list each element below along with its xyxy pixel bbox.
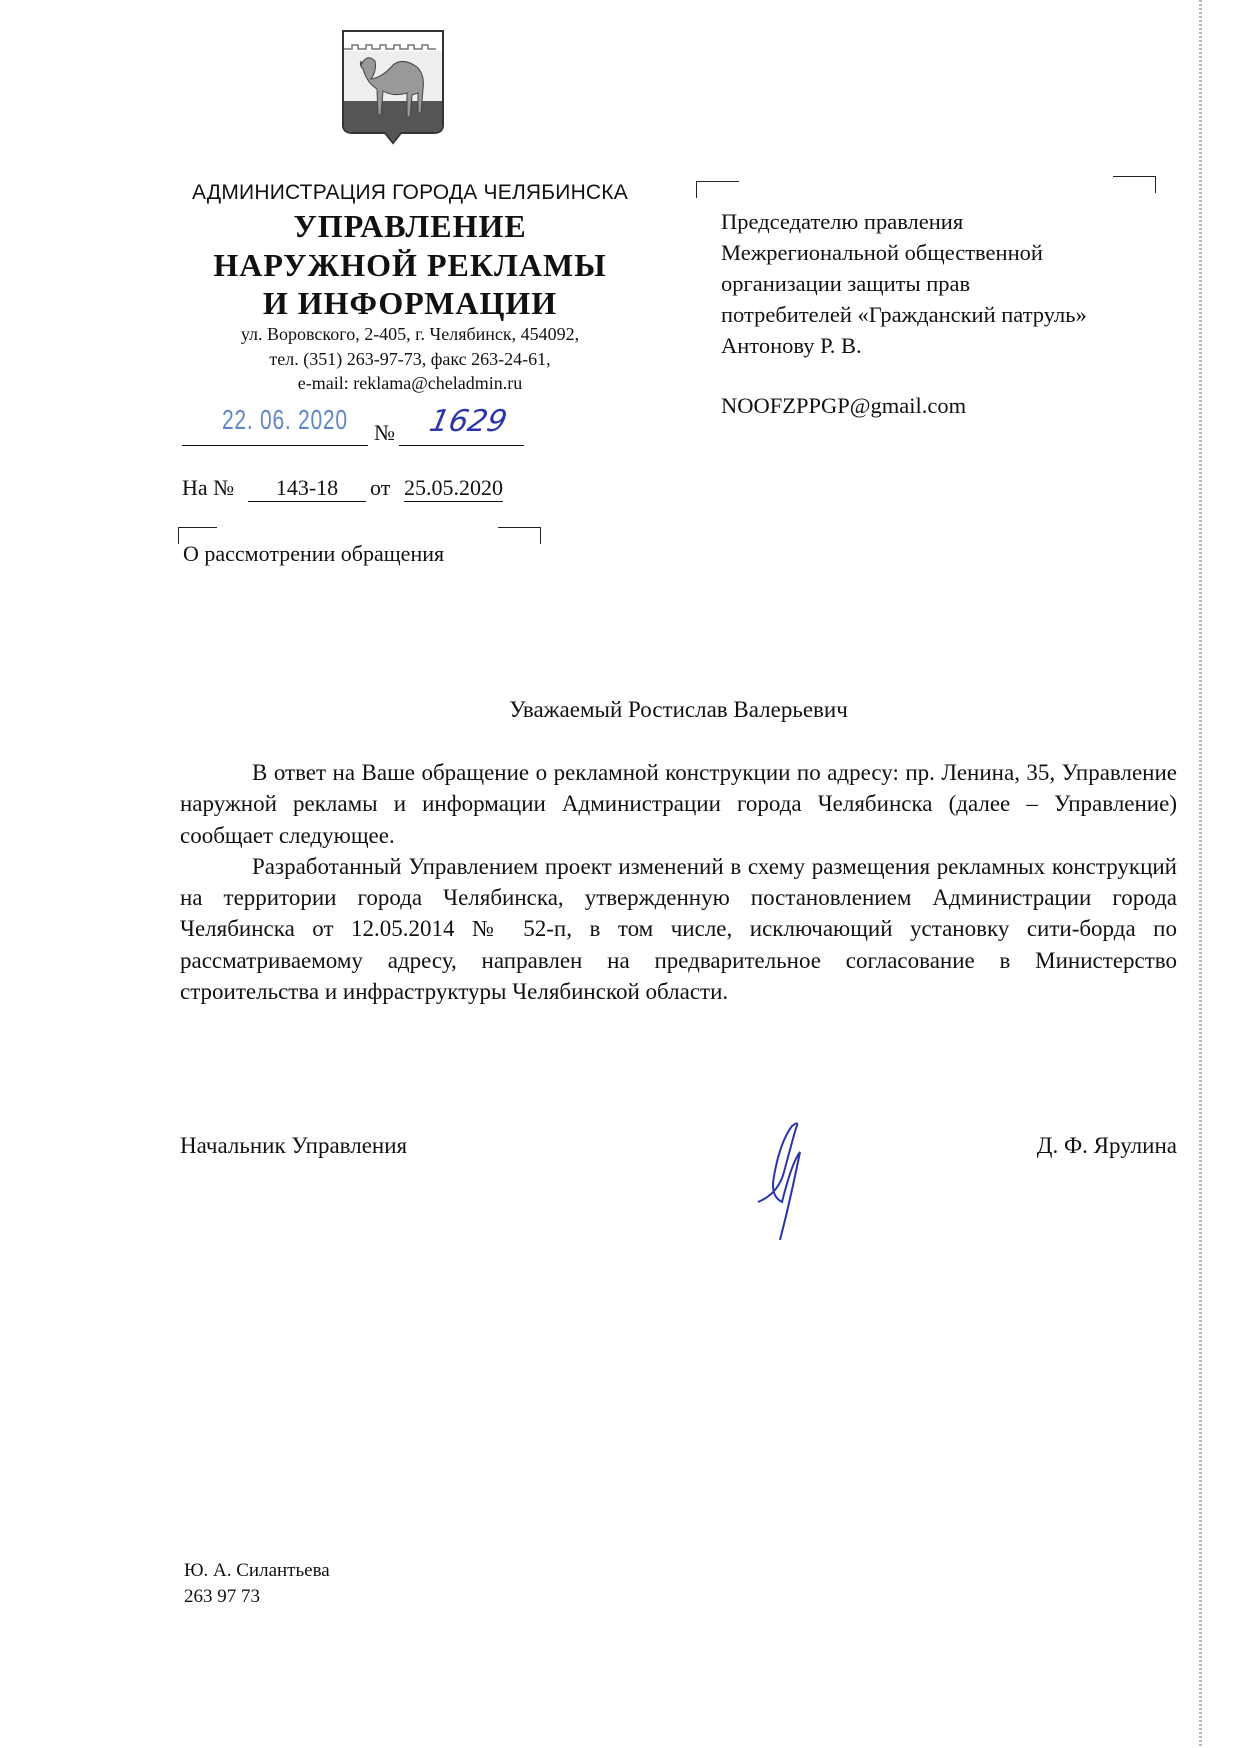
administration-title: АДМИНИСТРАЦИЯ ГОРОДА ЧЕЛЯБИНСКА (192, 181, 628, 204)
scan-edge (1199, 0, 1202, 1748)
number-label: № (374, 420, 395, 445)
addressee-bracket-left (696, 181, 739, 198)
addressee-line: Межрегиональной общественной (721, 240, 1043, 265)
reply-number: 143-18 (248, 475, 366, 502)
date-underline (182, 445, 368, 446)
executor-block (184, 1558, 330, 1610)
executor-name: Ю. А. Силантьева (184, 1560, 330, 1581)
department-title-line: УПРАВЛЕНИЕ (293, 208, 527, 244)
subject: О рассмотрении обращения (183, 541, 445, 566)
department-title-line: И ИНФОРМАЦИИ (262, 285, 558, 321)
reply-label: На № (182, 475, 235, 500)
address-line: e-mail: reklama@cheladmin.ru (297, 373, 523, 393)
date-stamp: 22. 06. 2020 (222, 404, 348, 435)
addressee-line: организации защиты прав (721, 271, 971, 296)
addressee-bracket-right (1113, 176, 1156, 193)
reply-date: 25.05.2020 (404, 475, 503, 500)
chelyabinsk-coat-of-arms-icon (341, 29, 445, 145)
signatory-position: Начальник Управления (180, 1133, 408, 1158)
salutation: Уважаемый Ростислав Валерьевич (509, 697, 848, 722)
number-underline (399, 445, 524, 446)
address-line: тел. (351) 263-97-73, факс 263-24-61, (269, 349, 551, 369)
department-title-line: НАРУЖНОЙ РЕКЛАМЫ (213, 247, 607, 283)
signatory-name: Д. Ф. Ярулина (1036, 1133, 1177, 1158)
executor-phone: 263 97 73 (184, 1586, 260, 1607)
letter-body (180, 757, 1177, 1007)
body-paragraph: Разработанный Управлением проект изменений в схему размещения рекламных конструкций на территории города Челябинска, утвержденную постановлением Администрации города Челябинска от 12.05.2014 № 52-п, в том числе, исключающий установку сити-борда по рассматриваемому адресу, направлен на предварительное согласование в Министерство строительства и инфраструктуры Челябинской области. (180, 853, 1177, 1005)
registration-number: 1629 (426, 404, 511, 439)
addressee-block (721, 206, 1087, 421)
body-paragraph: В ответ на Ваше обращение о рекламной конструкции по адресу: пр. Ленина, 35, Управление наружной рекламы и информации Администрации города Челябинска (далее – Управление) сообщает следующее. (180, 760, 1177, 848)
addressee-email: NOOFZPPGP@gmail.com (721, 393, 967, 418)
addressee-line: потребителей «Гражданский патруль» (721, 302, 1087, 327)
address-line: ул. Воровского, 2-405, г. Челябинск, 454092, (240, 324, 580, 344)
addressee-line: Председателю правления (721, 209, 964, 234)
addressee-line: Антонову Р. В. (721, 333, 862, 358)
reply-from-label: от (370, 475, 391, 500)
subject-bracket-right (498, 527, 541, 544)
handwritten-signature (748, 1122, 832, 1242)
